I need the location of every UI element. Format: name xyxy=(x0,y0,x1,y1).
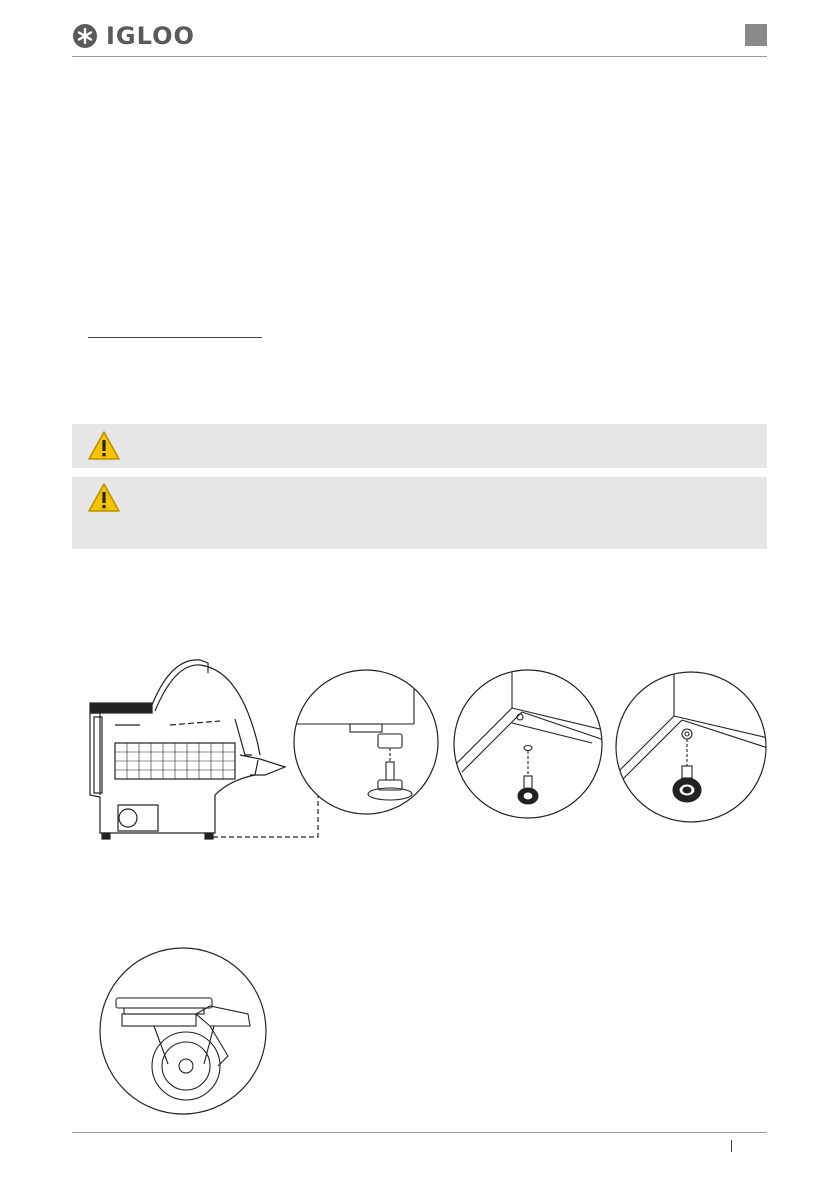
language-marker xyxy=(745,24,767,46)
header-divider xyxy=(72,56,767,57)
snowflake-icon xyxy=(72,23,98,49)
warning-triangle-icon xyxy=(87,482,121,514)
warning-triangle-icon xyxy=(87,430,121,462)
section-underline xyxy=(88,337,262,338)
brand-name: IGLOO xyxy=(106,22,195,50)
foot-bottom-view xyxy=(452,668,604,820)
warning-box-2 xyxy=(72,477,767,549)
brand-logo xyxy=(72,20,212,52)
caster-wheel-closeup xyxy=(98,946,268,1116)
foot-installed-view xyxy=(614,670,768,824)
adjustable-foot-closeup xyxy=(292,668,440,816)
footer-divider xyxy=(72,1132,767,1133)
display-cabinet-figure xyxy=(80,655,325,845)
warning-box-1 xyxy=(72,424,767,468)
footer-page-separator xyxy=(731,1140,732,1152)
